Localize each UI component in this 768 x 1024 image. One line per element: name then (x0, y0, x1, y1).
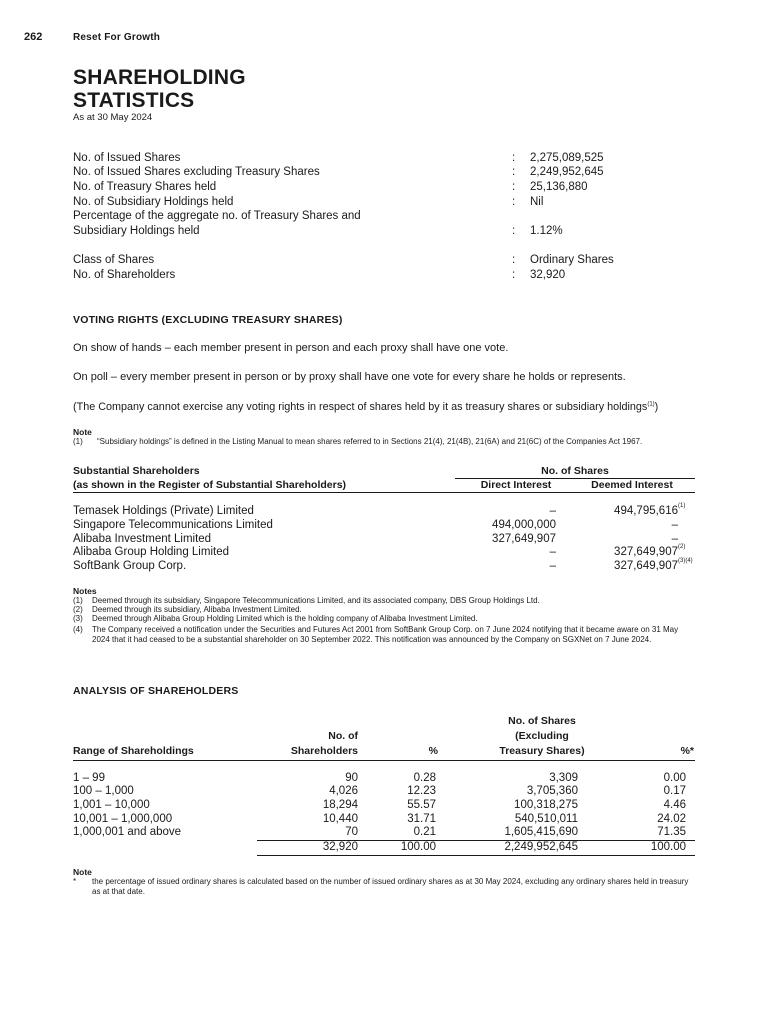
total-pct2: 100.00 (650, 841, 686, 853)
pct2-cell: 4.46 (663, 799, 686, 811)
stat-label: No. of Issued Shares excluding Treasury Shares (73, 166, 320, 178)
stat-colon: : (512, 166, 516, 178)
report-title: Reset For Growth (73, 32, 161, 43)
pct2-cell: 71.35 (657, 826, 686, 838)
pct-cell: 12.23 (407, 785, 436, 797)
shareholder-name: SoftBank Group Corp. (73, 560, 187, 572)
note-text: Deemed through its subsidiary, Singapore Telecommunications Limited, and its associated company, DBS Group Holdings Ltd. (92, 596, 540, 605)
shareholder-name: Alibaba Group Holding Limited (73, 546, 229, 558)
voting-para-hands: On show of hands – each member present in person and each proxy shall have one vote. (73, 342, 509, 354)
shares-cell: 1,605,415,690 (504, 826, 578, 838)
footnote-ref: (1) (678, 503, 686, 509)
voting-para-poll: On poll – every member present in person or by proxy shall have one vote for every share he holds or represents. (73, 371, 626, 383)
shares-cell: 3,309 (549, 772, 578, 784)
pct-cell: 0.28 (413, 772, 436, 784)
note-text: “Subsidiary holdings” is defined in the Listing Manual to mean shares referred to in Sections 21(4), 21(4B), 21(6A) and 21(6C) of the Companies Act 1967. (97, 437, 643, 446)
note-number: (2) (73, 605, 83, 614)
direct-interest: 494,000,000 (492, 519, 556, 531)
table-divider (73, 760, 695, 761)
col-pct-header: % (428, 745, 438, 757)
deemed-interest: 327,649,907 (614, 560, 678, 572)
shares-cell: 540,510,011 (514, 813, 578, 825)
voting-rights-heading: VOTING RIGHTS (EXCLUDING TREASURY SHARES) (73, 314, 343, 326)
stat-value: 25,136,880 (530, 181, 588, 193)
col-holders-header-2: Shareholders (290, 745, 358, 757)
range-cell: 100 – 1,000 (73, 785, 134, 797)
substantial-header-name1: Substantial Shareholders (73, 465, 200, 477)
as-at-date: As at 30 May 2024 (73, 112, 153, 123)
range-cell: 1,001 – 10,000 (73, 799, 150, 811)
stat-colon: : (512, 196, 516, 208)
deemed-interest: – (671, 533, 678, 545)
substantial-header-name2: (as shown in the Register of Substantial Shareholders) (73, 479, 347, 491)
total-pct: 100.00 (400, 841, 436, 853)
holders-cell: 90 (345, 772, 358, 784)
stat-row (73, 209, 693, 224)
stat-colon: : (512, 254, 516, 266)
note-number: (4) (73, 625, 83, 634)
stat-row (73, 165, 693, 180)
stat-row (73, 195, 693, 210)
col-shares-header-1: No. of Shares (508, 715, 576, 727)
note-text: Deemed through its subsidiary, Alibaba Investment Limited. (92, 605, 302, 614)
stat-label: No. of Issued Shares (73, 152, 181, 164)
deemed-interest: 494,795,616 (614, 505, 678, 517)
analysis-note-heading: Note (73, 867, 92, 877)
substantial-note (73, 614, 695, 624)
pct2-cell: 0.17 (663, 785, 686, 797)
stat-colon: : (512, 269, 516, 281)
note-mark: * (73, 877, 77, 886)
note-number: (1) (73, 596, 83, 605)
note-number: (3) (73, 614, 83, 623)
stat-row (73, 151, 693, 166)
stat-value: 1.12% (530, 225, 563, 237)
holders-cell: 4,026 (329, 785, 358, 797)
substantial-notes-heading: Notes (73, 586, 97, 596)
substantial-header-direct: Direct Interest (480, 479, 552, 491)
page-title-line2: STATISTICS (73, 89, 195, 112)
range-cell: 1,000,001 and above (73, 826, 182, 838)
stat-colon: : (512, 225, 516, 237)
stat-colon: : (512, 152, 516, 164)
stat-label: No. of Treasury Shares held (73, 181, 217, 193)
range-cell: 10,001 – 1,000,000 (73, 813, 173, 825)
stat-value: 2,249,952,645 (530, 166, 604, 178)
holders-cell: 10,440 (322, 813, 358, 825)
stat-row (73, 253, 693, 268)
stat-row (73, 268, 693, 283)
table-divider (73, 492, 695, 493)
stat-row (73, 180, 693, 195)
pct-cell: 55.57 (407, 799, 436, 811)
stat-row (73, 224, 693, 239)
total-holders: 32,920 (322, 841, 358, 853)
note-text: the percentage of issued ordinary shares is calculated based on the number of issued ordinary shares as at 30 May 2024, excluding any ordinary shares held in treasury as at that date. (92, 877, 689, 896)
voting-note-heading: Note (73, 427, 92, 437)
deemed-interest: 327,649,907 (614, 546, 678, 558)
substantial-header-shares: No. of Shares (541, 465, 609, 477)
stat-label: No. of Subsidiary Holdings held (73, 196, 234, 208)
footnote-ref: (3)(4) (678, 558, 693, 564)
holders-cell: 18,294 (322, 799, 358, 811)
voting-para-company-text: (The Company cannot exercise any voting rights in respect of shares held by it as treasury shares or subsidiary holdings (73, 401, 648, 413)
stat-label: Subsidiary Holdings held (73, 225, 200, 237)
substantial-header-deemed: Deemed Interest (591, 479, 673, 491)
col-range-header: Range of Shareholdings (73, 745, 194, 757)
page-title (73, 66, 246, 112)
direct-interest: – (549, 505, 556, 517)
note-number: (1) (73, 437, 83, 446)
direct-interest: – (549, 546, 556, 558)
stat-label: No. of Shareholders (73, 269, 176, 281)
pct2-cell: 24.02 (657, 813, 686, 825)
range-cell: 1 – 99 (73, 772, 105, 784)
shares-cell: 100,318,275 (514, 799, 578, 811)
direct-interest: – (549, 560, 556, 572)
total-divider-bottom (257, 855, 695, 856)
shareholder-name: Alibaba Investment Limited (73, 533, 212, 545)
col-pct2-header: %* (680, 745, 694, 757)
note-text: The Company received a notification under the Securities and Futures Act 2001 from SoftBank Group Corp. on 7 June 2024 notifying that it became aware on 31 May 2024 that it had ceased to be a substantial shareholder on 30 September 2022. This notification was announced by the Company on SGXNet on 7 June 2024. (92, 625, 679, 644)
shareholder-name: Singapore Telecommunications Limited (73, 519, 273, 531)
pct-cell: 31.71 (407, 813, 436, 825)
holders-cell: 70 (345, 826, 358, 838)
page-title-line1: SHAREHOLDING (73, 66, 246, 89)
direct-interest: 327,649,907 (492, 533, 556, 545)
col-shares-header-2: (Excluding (515, 730, 569, 742)
stat-value: 2,275,089,525 (530, 152, 604, 164)
note-text: Deemed through Alibaba Group Holding Limited which is the holding company of Alibaba Investment Limited. (92, 614, 478, 623)
footnote-ref: (1) (647, 401, 655, 408)
pct-cell: 0.21 (413, 826, 436, 838)
stat-colon: : (512, 181, 516, 193)
analysis-heading: ANALYSIS OF SHAREHOLDERS (73, 685, 239, 697)
stat-label: Class of Shares (73, 254, 155, 266)
total-shares: 2,249,952,645 (504, 841, 578, 853)
pct2-cell: 0.00 (663, 772, 686, 784)
stat-value: 32,920 (530, 269, 566, 281)
page-number: 262 (24, 31, 43, 43)
voting-para-company-end: ) (654, 401, 659, 413)
stat-value: Ordinary Shares (530, 254, 614, 266)
shares-cell: 3,705,360 (526, 785, 578, 797)
voting-note (73, 437, 695, 447)
col-holders-header-1: No. of (328, 730, 358, 742)
substantial-note (73, 625, 695, 644)
deemed-interest: – (671, 519, 678, 531)
shareholder-name: Temasek Holdings (Private) Limited (73, 505, 254, 517)
stat-label: Percentage of the aggregate no. of Treasury Shares and (73, 210, 361, 222)
voting-para-company (73, 401, 658, 413)
stat-value: Nil (530, 196, 544, 208)
analysis-note (73, 877, 695, 896)
footnote-ref: (2) (678, 544, 686, 550)
col-shares-header-3: Treasury Shares) (499, 745, 585, 757)
